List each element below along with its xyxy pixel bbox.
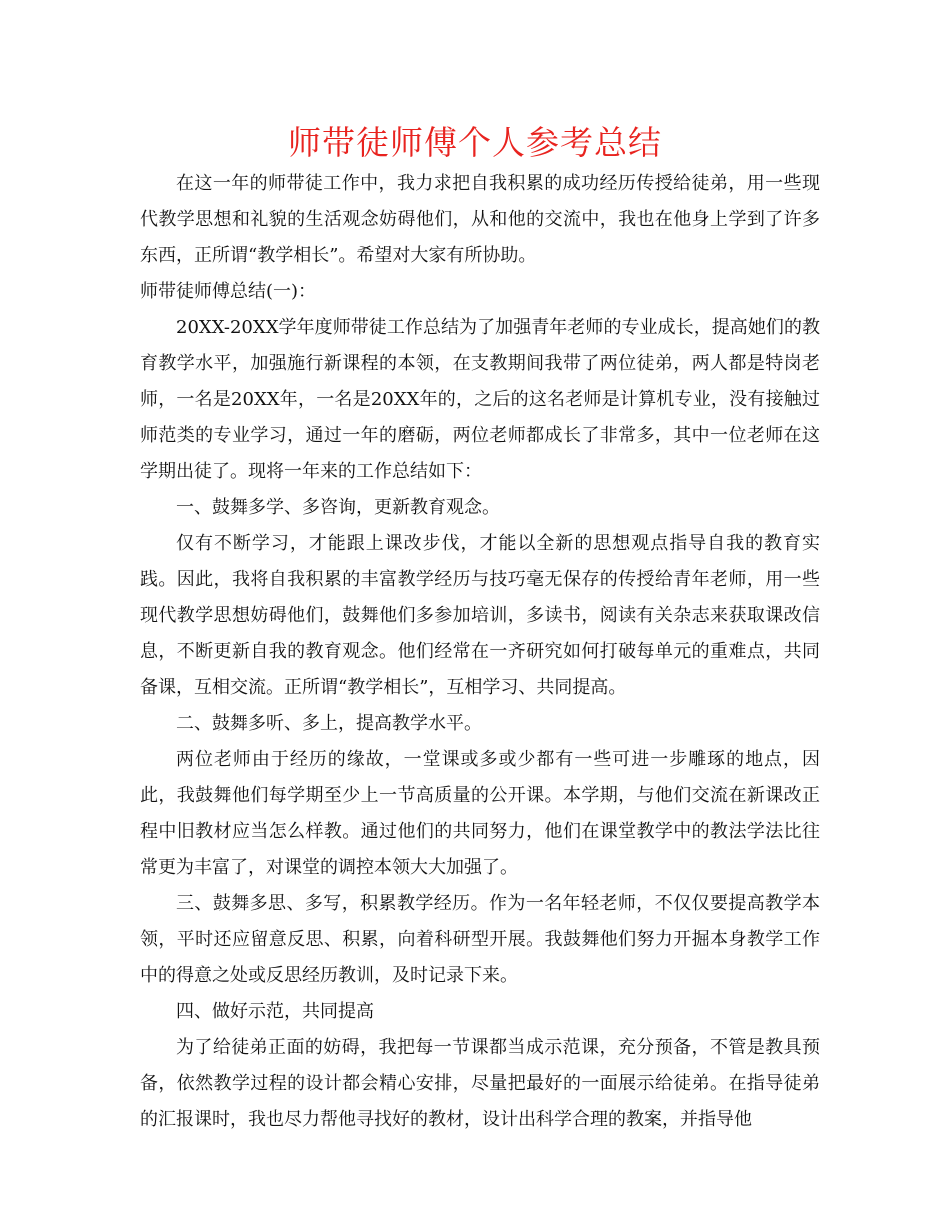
body-paragraph: 为了给徒弟正面的妨碍，我把每一节课都当成示范课，充分预备，不管是教具预备，依然教学过程的设计都会精心安排，尽量把最好的一面展示给徒弟。在指导徒弟的汇报课时，我也尽力帮他寻找好的教材，设计出科学合理的教案，并指导他 [140,1037,820,1130]
point-heading: 四、做好示范，共同提高 [176,1001,374,1022]
point-heading: 一、鼓舞多学、多咨询，更新教育观念。 [176,497,500,518]
intro-paragraph: 在这一年的师带徒工作中，我力求把自我积累的成功经历传授给徒弟，用一些现代教学思想和礼貌的生活观念妨碍他们，从和他的交流中，我也在他身上学到了许多东西，正所谓“教学相长”。希望对大家有所协助。 [140,173,820,266]
body-paragraph: 两位老师由于经历的缘故，一堂课或多或少都有一些可进一步雕琢的地点，因此，我鼓舞他们每学期至少上一节高质量的公开课。本学期，与他们交流在新课改正程中旧教材应当怎么样教。通过他们的共同努力，他们在课堂教学中的教法学法比往常更为丰富了，对课堂的调控本领大大加强了。 [140,749,820,878]
body-paragraph: 20XX-20XX学年度师带徒工作总结为了加强青年老师的专业成长，提高她们的教育教学水平，加强施行新课程的本领，在支教期间我带了两位徒弟，两人都是特岗老师，一名是20XX年，一名是20XX年的，之后的这名老师是计算机专业，没有接触过师范类的专业学习，通过一年的磨砺，两位老师都成长了非常多，其中一位老师在这学期出徒了。现将一年来的工作总结如下： [140,317,820,482]
body-paragraph: 仅有不断学习，才能跟上课改步伐，才能以全新的思想观点指导自我的教育实践。因此，我将自我积累的丰富教学经历与技巧毫无保存的传授给青年老师，用一些现代教学思想妨碍他们，鼓舞他们多参加培训，多读书，阅读有关杂志来获取课改信息，不断更新自我的教育观念。他们经常在一齐研究如何打破每单元的重难点，共同备课，互相交流。正所谓“教学相长”，互相学习、共同提高。 [140,533,820,698]
document-body [140,166,820,1138]
body-paragraph: 三、鼓舞多思、多写，积累教学经历。作为一名年轻老师，不仅仅要提高教学本领，平时还应留意反思、积累，向着科研型开展。我鼓舞他们努力开掘本身教学工作中的得意之处或反思经历教训，及时记录下来。 [140,893,820,986]
section-heading: 师带徒师傅总结(一)： [140,281,317,302]
point-heading: 二、鼓舞多听、多上，提高教学水平。 [176,713,482,734]
document-title: 师带徒师傅个人参考总结 [288,123,662,162]
